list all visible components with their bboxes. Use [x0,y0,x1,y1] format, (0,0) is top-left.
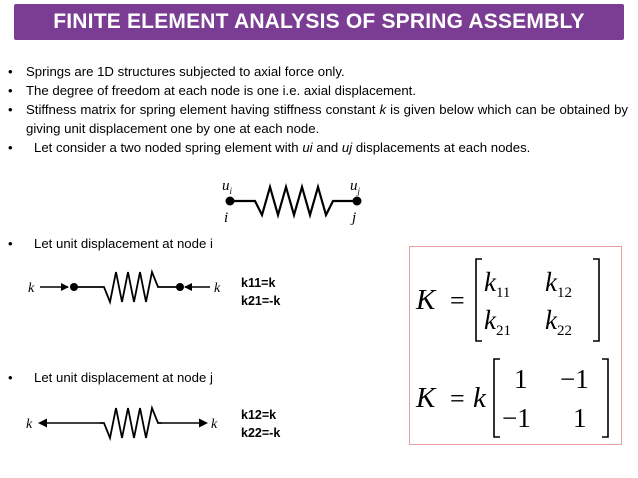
bullet-item [8,81,628,100]
bullet-item [8,100,628,138]
bullet-list [8,62,628,157]
bullet-dot: • [8,370,13,385]
k11-value: k11=k [241,276,276,290]
node-i-dot [226,197,235,206]
stiffness-matrix-equations [410,247,620,443]
matrix-entry-k11: $k_{11}$ [484,267,511,301]
stiffness-label-right: k [211,417,218,432]
bullet-text: Let unit displacement at node i [34,236,213,251]
stiffness-label-right: k [214,281,221,296]
stiffness-values-j [241,406,280,442]
equals-sign: = [450,384,465,413]
arrowhead-left [38,419,47,428]
spring-diagram-node-i [22,266,232,310]
arrowhead-right [184,283,192,291]
arrowhead-right [199,419,208,428]
node-dot [70,283,78,291]
bullet-dot: • [8,236,13,251]
stiffness-constant-k: k [473,382,486,414]
bullet-dot: • [8,140,13,155]
matrix-symbol-K: K [416,284,436,316]
node-dot [176,283,184,291]
matrix-entry-11: 1 [514,364,528,394]
matrix-entry-k21: $k_{21}$ [484,305,511,339]
node-i-label: i [224,210,229,226]
matrix-entry-12: −1 [560,364,589,394]
bracket-left [476,259,482,341]
bullet-item [8,370,213,385]
slide-title-bar [14,4,624,40]
bullet-text: Springs are 1D structures subjected to axial force only. [26,64,345,79]
matrix-entry-k22: $k_{22}$ [545,305,572,339]
stiffness-label-left: k [28,281,35,296]
bullet-text: Let consider a two noded spring element with ui and uj displacements at each nodes. [34,140,531,155]
spring-zigzag [230,187,357,215]
k22-value: k22=-k [241,426,281,440]
k21-value: k21=-k [241,294,281,308]
matrix-symbol-K: K [416,382,436,414]
stiffness-label-left: k [26,417,33,432]
ui-label: $u_i$ [222,178,233,196]
bullet-item [8,236,213,251]
bracket-left [494,359,500,437]
bullet-text: The degree of freedom at each node is one i.e. axial displacement. [26,83,417,98]
uj-label: $u_j$ [350,178,361,196]
equals-sign: = [450,286,465,315]
spring-zigzag [100,408,162,438]
bullet-text: Let unit displacement at node j [34,370,213,385]
bullet-text: Stiffness matrix for spring element having stiffness constant k is given below which can be obtained by giving unit displacement one by one at each node. [26,102,628,136]
bullet-dot: • [8,83,13,98]
node-j-label: j [352,210,357,226]
spring-element-diagram [200,170,390,232]
matrix-entry-k12: $k_{12}$ [545,267,572,301]
matrix-entry-22: 1 [573,403,587,433]
bracket-right [593,259,599,341]
node-j-dot [353,197,362,206]
spring-zigzag [74,272,180,302]
matrix-entry-21: −1 [502,403,531,433]
bracket-right [602,359,608,437]
stiffness-values-i [241,274,280,310]
slide-title: FINITE ELEMENT ANALYSIS OF SPRING ASSEMBLY [53,10,585,33]
spring-diagram-node-j [22,402,232,446]
bullet-dot: • [8,102,13,117]
bullet-item [8,138,628,157]
stiffness-matrix-box [409,246,622,445]
arrowhead-left [61,283,69,291]
k12-value: k12=k [241,408,277,422]
bullet-item [8,62,628,81]
bullet-dot: • [8,64,13,79]
